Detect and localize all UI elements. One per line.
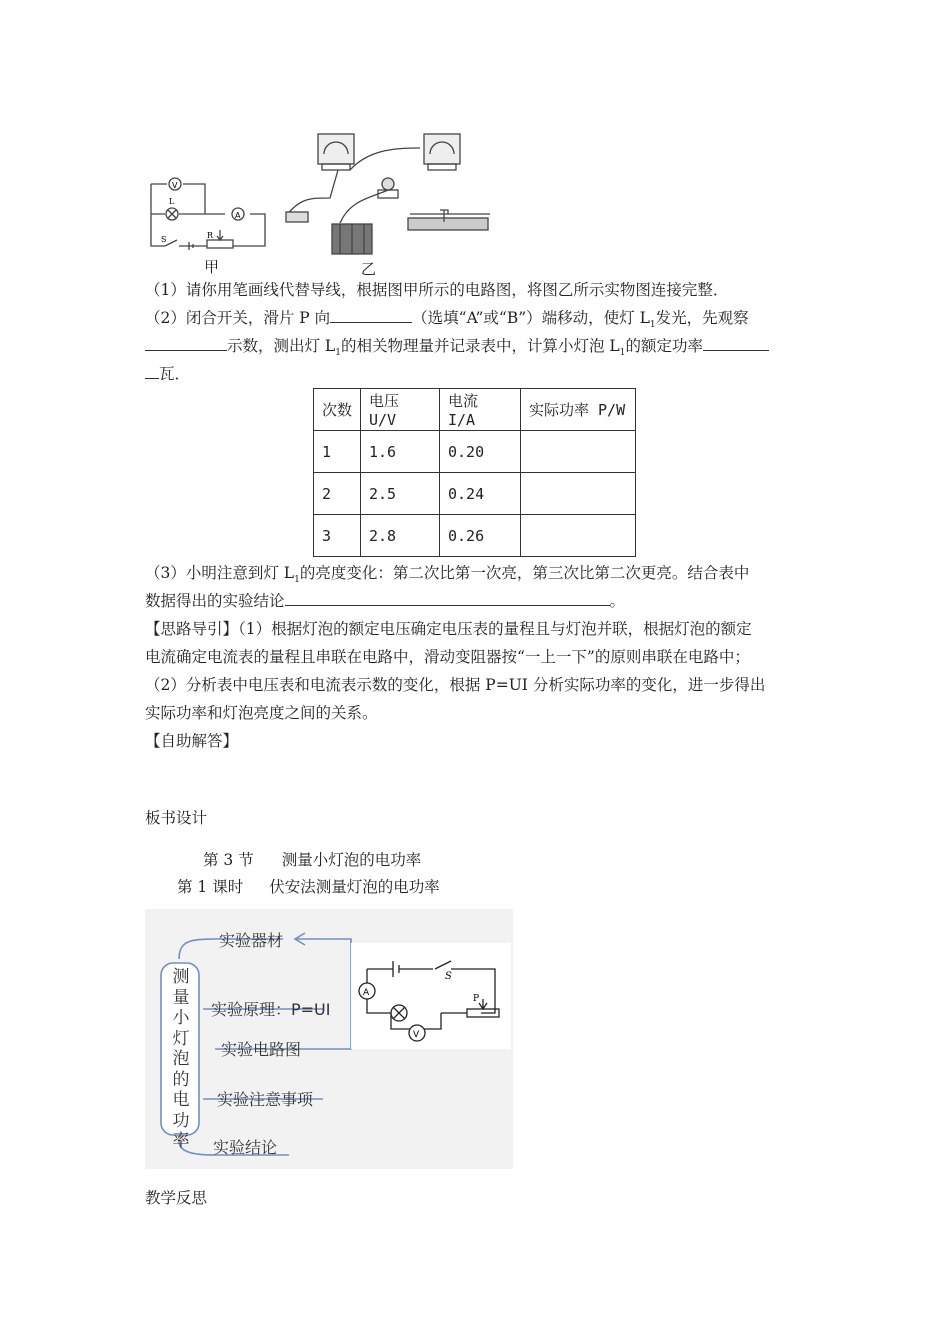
table-cell: 0.24 bbox=[440, 473, 521, 515]
mind-map-branch-equipment: 实验器材 bbox=[219, 931, 284, 950]
subscript-1: 1 bbox=[619, 348, 626, 359]
table-cell-empty[interactable] bbox=[521, 515, 636, 557]
table-cell: 2.8 bbox=[361, 515, 440, 557]
switch-symbol-label: S bbox=[161, 235, 167, 244]
voltmeter-symbol-label: V bbox=[172, 181, 178, 190]
section-heading bbox=[203, 848, 421, 870]
table-row bbox=[314, 431, 636, 473]
data-table bbox=[313, 388, 636, 557]
guide-line-4: 实际功率和灯泡亮度之间的关系。 bbox=[145, 704, 378, 722]
circuit-switch-label: S bbox=[445, 971, 452, 982]
q3-blank-conclusion[interactable] bbox=[285, 589, 610, 606]
table-header-cell: 电压 U/V bbox=[361, 389, 440, 431]
q2-blank-rated-power-cont[interactable] bbox=[145, 362, 159, 379]
q2-text-c: 发光，先观察 bbox=[655, 309, 749, 327]
q2-unit-watt: 瓦． bbox=[159, 365, 191, 383]
q2-text-d: 示数，测出灯 L bbox=[227, 337, 336, 355]
table-cell: 1.6 bbox=[361, 431, 440, 473]
table-cell: 0.20 bbox=[440, 431, 521, 473]
table-cell: 0.26 bbox=[440, 515, 521, 557]
lesson-title: 伏安法测量灯泡的电功率 bbox=[269, 878, 440, 896]
subscript-1: 1 bbox=[335, 348, 341, 359]
circuit-voltmeter-label: V bbox=[413, 1030, 420, 1040]
table-cell: 3 bbox=[314, 515, 361, 557]
teaching-reflection-heading: 教学反思 bbox=[145, 1189, 208, 1207]
q2-text-a: （2）闭合开关，滑片 P 向 bbox=[145, 309, 331, 327]
rheostat-symbol-label: R bbox=[207, 231, 214, 240]
q2-blank-direction[interactable] bbox=[330, 306, 412, 323]
q2-text-e: 的相关物理量并记录表中，计算小灯泡 L bbox=[340, 337, 620, 355]
section-title: 测量小灯泡的电功率 bbox=[281, 851, 422, 869]
guide-line-3: （2）分析表中电压表和电流表示数的变化，根据 P=UI 分析实际功率的变化，进一步得出 bbox=[145, 676, 766, 694]
lesson-number: 第 1 课时 bbox=[177, 878, 244, 896]
guide-line-1: 【思路导引】（1）根据灯泡的额定电压确定电压表的量程且与灯泡并联，根据灯泡的额定 bbox=[145, 620, 752, 638]
mind-map-connectors bbox=[145, 909, 513, 1169]
board-design-heading: 板书设计 bbox=[145, 809, 208, 827]
self-answer-heading: 【自助解答】 bbox=[145, 732, 239, 750]
q2-text-f: 的额定功率 bbox=[625, 337, 703, 355]
question-3-line-2 bbox=[145, 587, 625, 615]
section-number: 第 3 节 bbox=[203, 851, 254, 869]
table-cell-empty[interactable] bbox=[521, 473, 636, 515]
table-header-cell: 次数 bbox=[314, 389, 361, 431]
table-row bbox=[314, 473, 636, 515]
lamp-symbol-label: L bbox=[169, 197, 175, 206]
mind-map-branch-conclusion: 实验结论 bbox=[213, 1138, 278, 1157]
q2-blank-rated-power[interactable] bbox=[703, 334, 769, 351]
circuit-diagram-jia bbox=[145, 170, 270, 250]
guide-line-2: 电流确定电流表的量程且串联在电路中，滑动变阻器按“一上一下”的原则串联在电路中； bbox=[145, 648, 750, 666]
mind-map-branch-circuit: 实验电路图 bbox=[221, 1040, 302, 1059]
question-2-line-3 bbox=[145, 360, 190, 388]
table-header-cell: 实际功率 P/W bbox=[521, 389, 636, 431]
subscript-1: 1 bbox=[294, 575, 300, 586]
mind-map-branch-principle: 实验原理：P=UI bbox=[211, 1000, 331, 1019]
table-cell: 2.5 bbox=[361, 473, 440, 515]
mind-map bbox=[145, 909, 513, 1169]
q3-text-a: （3）小明注意到灯 L bbox=[145, 564, 295, 582]
mind-map-center: 测量小灯泡的电功率 bbox=[172, 967, 190, 1151]
mind-map-branch-precautions: 实验注意事项 bbox=[217, 1090, 314, 1109]
ammeter-symbol-label: A bbox=[235, 211, 241, 220]
figure-label-yi: 乙 bbox=[361, 260, 377, 278]
table-cell: 1 bbox=[314, 431, 361, 473]
table-header-cell: 电流 I/A bbox=[440, 389, 521, 431]
table-row bbox=[314, 515, 636, 557]
question-2-line-2 bbox=[145, 332, 769, 367]
subscript-1: 1 bbox=[649, 320, 656, 331]
q2-text-b: （选填“A”或“B”）端移动，使灯 L bbox=[412, 309, 650, 327]
q2-blank-meter[interactable] bbox=[145, 334, 227, 351]
question-1: （1）请你用笔画线代替导线，根据图甲所示的电路图，将图乙所示实物图连接完整． bbox=[145, 281, 729, 299]
lesson-heading bbox=[177, 875, 440, 897]
apparatus-diagram-meter-rheostat bbox=[400, 130, 500, 250]
q3-text-d: 。 bbox=[609, 592, 626, 610]
table-header-row bbox=[314, 389, 636, 431]
q3-text-b: 的亮度变化：第二次比第一次亮，第三次比第二次更亮。结合表中 bbox=[299, 564, 750, 582]
circuit-ammeter-label: A bbox=[363, 988, 370, 998]
circuit-slider-label: P bbox=[473, 994, 480, 1004]
q3-text-c: 数据得出的实验结论 bbox=[145, 592, 285, 610]
figure-label-jia: 甲 bbox=[204, 258, 220, 276]
table-cell: 2 bbox=[314, 473, 361, 515]
table-cell-empty[interactable] bbox=[521, 431, 636, 473]
